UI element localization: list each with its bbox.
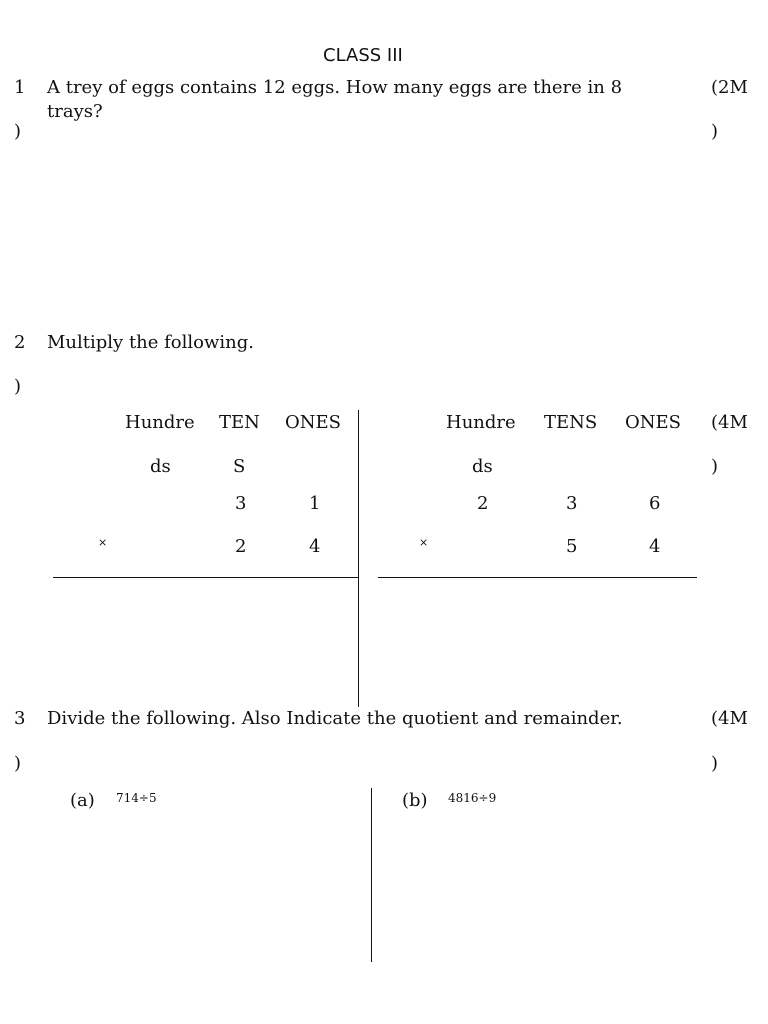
q1-number: 1 [14, 77, 26, 98]
q2-marks: (4M [711, 412, 748, 433]
q3-text: Divide the following. Also Indicate the quotient and remainder. [47, 708, 623, 729]
q1-text-line1: A trey of eggs contains 12 eggs. How many eggs are there in 8 [47, 77, 623, 98]
right-header-ones: ONES [625, 412, 681, 433]
right-multiply-sign: × [419, 536, 429, 549]
right-header-hundreds: Hundre [446, 412, 516, 433]
q1-text-line2: trays? [47, 101, 103, 122]
q2-column-divider [358, 410, 359, 707]
left-header-ones: ONES [285, 412, 341, 433]
left-header-hundreds: Hundre [125, 412, 195, 433]
q1-number-paren: ) [14, 121, 22, 142]
page-title: CLASS III [323, 45, 403, 66]
q2-marks-paren: ) [711, 456, 719, 477]
q2-number: 2 [14, 332, 26, 353]
left-row1-ones: 1 [309, 493, 321, 514]
q3-number: 3 [14, 708, 26, 729]
left-header-tens: TEN [219, 412, 260, 433]
left-row2-ones: 4 [309, 536, 321, 557]
q3-number-paren: ) [14, 753, 22, 774]
right-row1-tens: 3 [566, 493, 578, 514]
left-row2-tens: 2 [235, 536, 247, 557]
left-header-tens-cont: S [233, 456, 246, 477]
q3b-expression: 4816÷9 [448, 791, 497, 805]
q3-marks: (4M [711, 708, 748, 729]
left-multiply-sign: × [98, 536, 108, 549]
right-header-tens: TENS [544, 412, 598, 433]
q3a-expression: 714÷5 [116, 791, 157, 805]
left-row1-tens: 3 [235, 493, 247, 514]
left-header-hundreds-cont: ds [150, 456, 171, 477]
right-row2-tens: 5 [566, 536, 578, 557]
q2-number-paren: ) [14, 376, 22, 397]
right-header-hundreds-cont: ds [472, 456, 493, 477]
q3-column-divider [371, 788, 372, 962]
q1-marks-paren: ) [711, 121, 719, 142]
q3-marks-paren: ) [711, 753, 719, 774]
right-answer-line [378, 577, 697, 578]
q1-marks: (2M [711, 77, 748, 98]
right-row2-ones: 4 [649, 536, 661, 557]
q2-text: Multiply the following. [47, 332, 254, 353]
q3b-label: (b) [402, 790, 428, 811]
q3a-label: (a) [70, 790, 95, 811]
right-row1-hundreds: 2 [477, 493, 489, 514]
right-row1-ones: 6 [649, 493, 661, 514]
left-answer-line [53, 577, 358, 578]
